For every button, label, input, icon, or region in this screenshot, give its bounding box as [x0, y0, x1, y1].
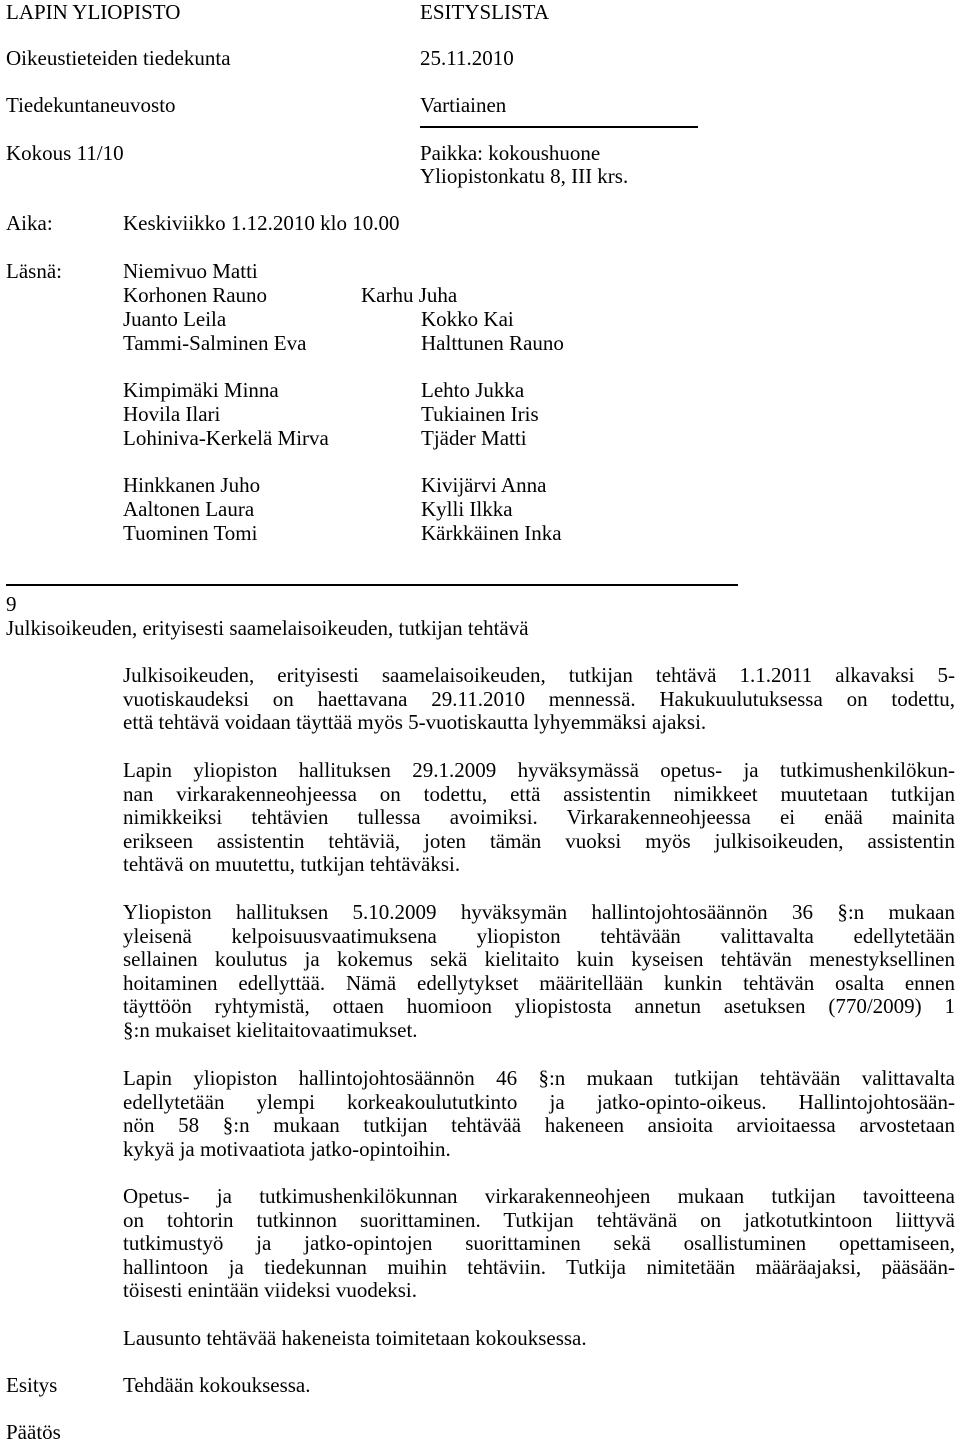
- attendee-left: Aaltonen Laura: [123, 497, 255, 521]
- paragraph-line: Lausunto tehtävää hakeneista toimitetaan kokouksessa.: [123, 1326, 587, 1350]
- attendee-left: Niemivuo Matti: [123, 259, 258, 283]
- paragraph-line: Opetus- ja tutkimushenkilökunnan virkarakenneohjeen mukaan tutkijan tavoitteena: [123, 1184, 955, 1208]
- paragraph-line: tutkimustyö ja jatko-opintojen suorittaminen sekä osallistuminen opettamiseen,: [123, 1231, 955, 1255]
- paragraph-line: edellytetään ylempi korkeakoulututkinto ja jatko-opinto-oikeus. Hallintojohtosään-: [123, 1089, 955, 1114]
- attendee-right: Karhu Juha: [361, 283, 458, 307]
- proposal-text: Tehdään kokouksessa.: [123, 1373, 311, 1397]
- attendee-right: Tjäder Matti: [421, 426, 527, 450]
- meeting-place-line1: Paikka: kokoushuone: [420, 141, 601, 165]
- header-rule: [420, 126, 698, 128]
- meeting-place-line2: Yliopistonkatu 8, III krs.: [420, 164, 629, 188]
- attendee-left: Hovila Ilari: [123, 402, 221, 426]
- paragraph-line: yleisenä kelpoisuusvaatimuksena yliopiston tehtävään valittavalta edellytetään: [123, 923, 955, 948]
- proposal-label: Esitys: [6, 1373, 58, 1397]
- body-paragraph: [123, 1067, 955, 1161]
- secretary-name: Vartiainen: [420, 93, 507, 117]
- attendee-right: Tukiainen Iris: [421, 402, 539, 426]
- item-number: 9: [6, 592, 17, 616]
- paragraph-line: Julkisoikeuden, erityisesti saamelaisoikeuden, tutkijan tehtävä 1.1.2011 alkavaksi 5-: [123, 663, 955, 687]
- university-name: LAPIN YLIOPISTO: [6, 0, 181, 24]
- body-paragraph: [123, 1327, 955, 1351]
- section-rule: [6, 584, 738, 586]
- paragraph-line: hoitaminen edellyttää. Nämä edellytykset määritellään kunkin tehtävän osalta ennen: [123, 970, 955, 995]
- body-paragraph: [123, 1185, 955, 1303]
- attendee-right: Kokko Kai: [421, 307, 514, 331]
- document-type: ESITYSLISTA: [420, 0, 549, 24]
- attendee-right: Kivijärvi Anna: [421, 473, 547, 497]
- document-date: 25.11.2010: [420, 46, 514, 70]
- attendees-label: Läsnä:: [6, 259, 62, 283]
- attendee-right: Kärkkäinen Inka: [421, 521, 562, 545]
- paragraph-line: §:n mukaiset kielitaitovaatimukset.: [123, 1017, 418, 1042]
- decision-label: Päätös: [6, 1420, 61, 1444]
- attendee-right: Halttunen Rauno: [421, 331, 564, 355]
- paragraph-line: täyttöön ryhtymistä, ottaen huomioon yliopistosta annetun asetuksen (770/2009) 1: [123, 994, 955, 1018]
- attendee-left: Kimpimäki Minna: [123, 378, 279, 402]
- paragraph-line: sellainen koulutus ja kokemus sekä kielitaito kuin kyseisen tehtävän menestyksellinen: [123, 947, 955, 971]
- paragraph-line: nön 58 §:n mukaan tutkijan tehtävää hakeneen ansioita arvioitaessa arvostetaan: [123, 1113, 955, 1137]
- paragraph-line: hallintoon ja tiedekunnan muihin tehtäviin. Tutkija nimitetään määräajaksi, pääsään-: [123, 1254, 955, 1279]
- attendee-left: Tammi-Salminen Eva: [123, 331, 307, 355]
- paragraph-line: Lapin yliopiston hallintojohtosäännön 46 §:n mukaan tutkijan tehtävään valittavalta: [123, 1066, 955, 1090]
- attendee-left: Hinkkanen Juho: [123, 473, 261, 497]
- paragraph-line: tehtävä on muutettu, tutkijan tehtäväksi.: [123, 852, 461, 876]
- time-value: Keskiviikko 1.12.2010 klo 10.00: [123, 211, 400, 235]
- body-paragraph: [123, 664, 955, 735]
- body-paragraph: [123, 759, 955, 877]
- paragraph-line: on tohtorin tutkinnon suorittaminen. Tutkijan tehtävänä on jatkotutkintoon liittyvä: [123, 1207, 955, 1232]
- item-title: Julkisoikeuden, erityisesti saamelaisoikeuden, tutkijan tehtävä: [6, 616, 529, 640]
- meeting-number: Kokous 11/10: [6, 141, 124, 165]
- time-label: Aika:: [6, 211, 53, 235]
- paragraph-line: Lapin yliopiston hallituksen 29.1.2009 hyväksymässä opetus- ja tutkimushenkilökun-: [123, 758, 955, 782]
- attendee-left: Korhonen Rauno: [123, 283, 268, 307]
- faculty-name: Oikeustieteiden tiedekunta: [6, 46, 231, 70]
- attendee-left: Lohiniva-Kerkelä Mirva: [123, 426, 329, 450]
- paragraph-line: nan virkarakenneohjeessa on todettu, että assistentin nimikkeet muutetaan tutkijan: [123, 781, 955, 806]
- attendee-left: Juanto Leila: [123, 307, 227, 331]
- paragraph-line: kykyä ja motivaatiota jatko-opintoihin.: [123, 1136, 451, 1161]
- body-paragraph: [123, 901, 955, 1042]
- attendee-right: Kylli Ilkka: [421, 497, 513, 521]
- attendee-right: Lehto Jukka: [421, 378, 525, 402]
- paragraph-line: nimikkeiksi tehtävien tullessa avoimiksi. Virkarakenneohjeessa ei enää mainita: [123, 805, 955, 829]
- paragraph-line: vuotiskaudeksi on haettavana 29.11.2010 mennessä. Hakukuulutuksessa on todettu,: [123, 686, 955, 711]
- paragraph-line: Yliopiston hallituksen 5.10.2009 hyväksymän hallintojohtosäännön 36 §:n mukaan: [123, 900, 955, 924]
- attendee-left: Tuominen Tomi: [123, 521, 258, 545]
- meeting-body: Tiedekuntaneuvosto: [6, 93, 176, 117]
- paragraph-line: että tehtävä voidaan täyttää myös 5-vuotiskautta lyhyemmäksi ajaksi.: [123, 710, 707, 734]
- paragraph-line: töisesti enintään viideksi vuodeksi.: [123, 1278, 417, 1302]
- paragraph-line: erikseen assistentin tehtäviä, joten tämän vuoksi myös julkisoikeuden, assistentin: [123, 828, 955, 853]
